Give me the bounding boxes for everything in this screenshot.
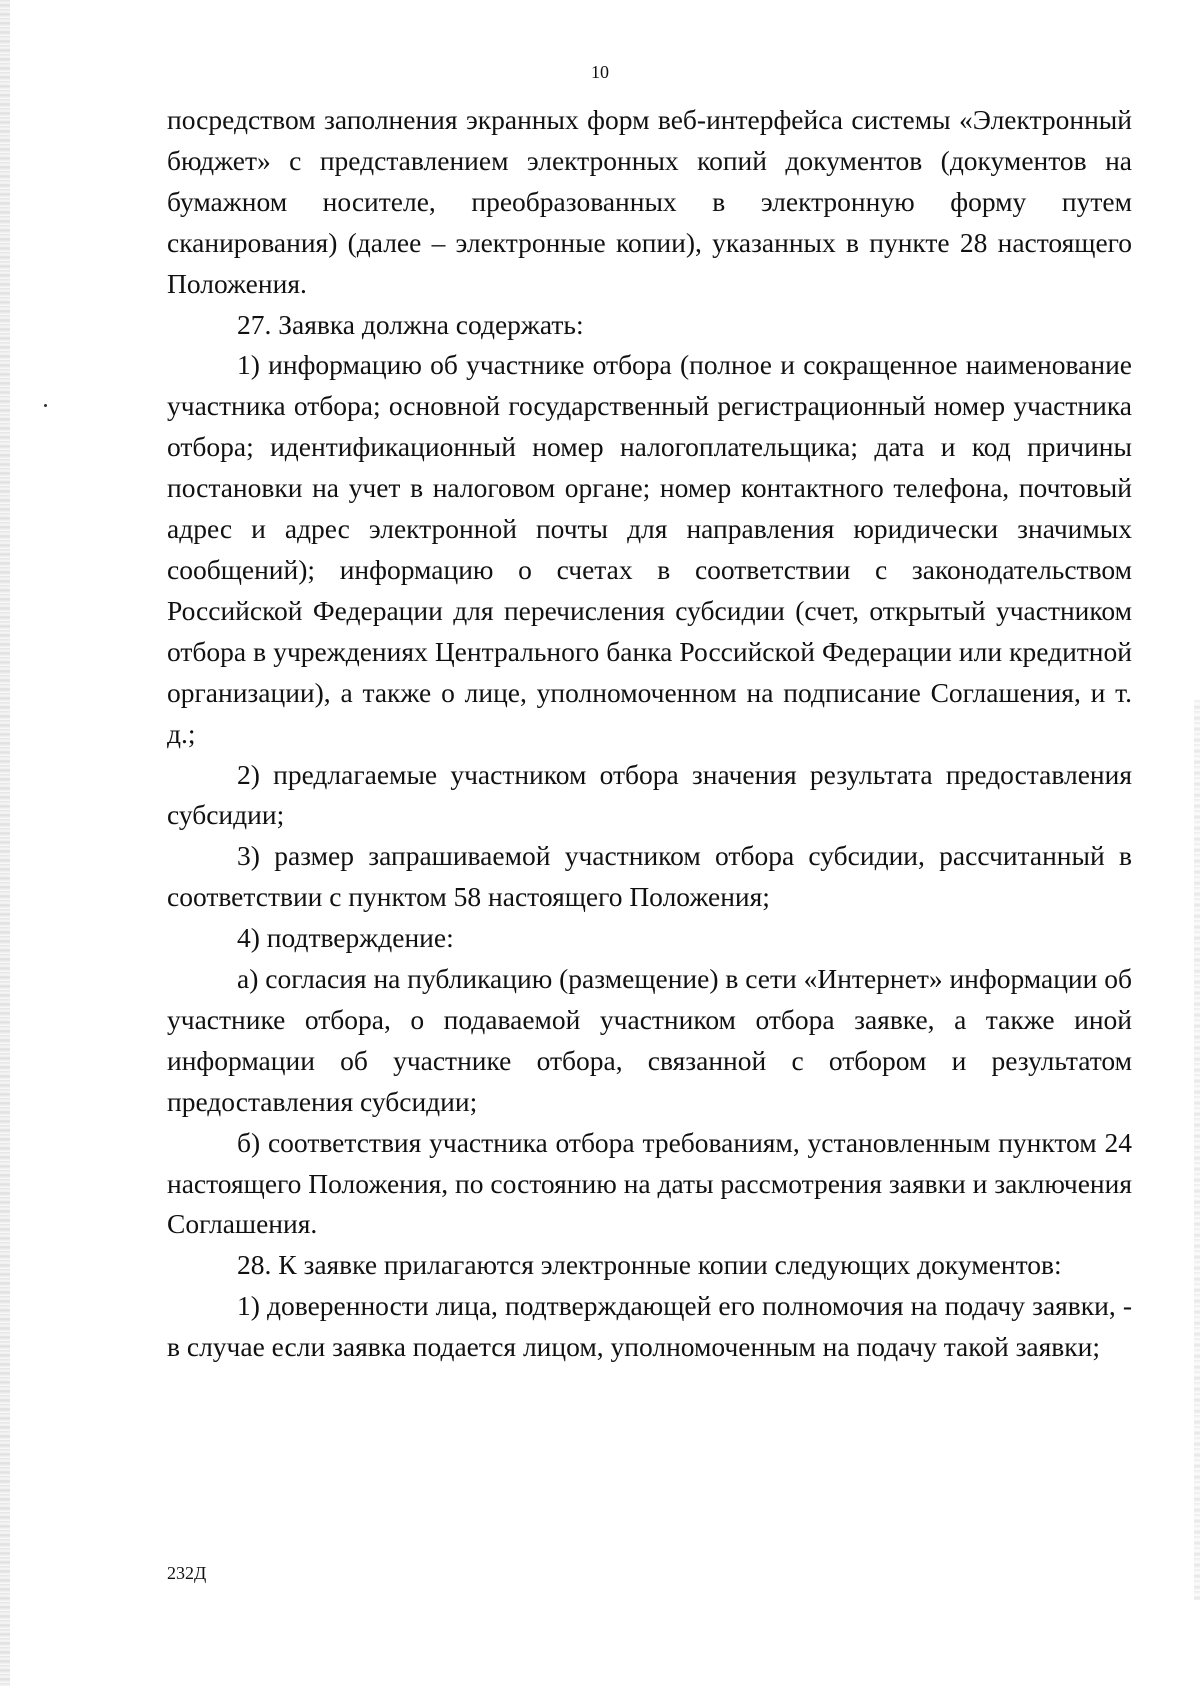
paragraph-27-3: 3) размер запрашиваемой участником отбора субсидии, рассчитанный в соответствии с пунктом 58 настоящего Положения; [167,840,1132,913]
scan-edge-left [0,0,10,1686]
paragraph-item-28: 28. К заявке прилагаются электронные копии следующих документов: [237,1249,1062,1281]
document-footer-code: 232Д [167,1563,207,1583]
scan-speck [44,404,47,407]
paragraph-27-1: 1) информацию об участнике отбора (полное и сокращенное наименование участника отбора; основной государственный регистрационный номер участника отбора; идентификационный номер налогоплательщика; дата и код причины постановки на учет в налоговом органе; номер контактного телефона, почтовый адрес и адрес электронной почты для направления юридически значимых сообщений); информацию о счетах в соответствии с законодательством Российской Федерации для перечисления субсидии (счет, открытый участником отбора в учреждениях Центрального банка Российской Федерации или кредитной организации), а также о лице, уполномоченном на подписание Соглашения, и т. д.; [167,349,1132,749]
paragraph-continuation: посредством заполнения экранных форм веб-интерфейса системы «Электронный бюджет» с представлением электронных копий документов (документов на бумажном носителе, преобразованных в электронную форму путем сканирования) (далее – электронные копии), указанных в пункте 28 настоящего Положения. [167,104,1132,299]
paragraph-item-27: 27. Заявка должна содержать: [237,308,584,340]
paragraph-27-4-a: а) согласия на публикацию (размещение) в сети «Интернет» информации об участнике отбора, о подаваемой участником отбора заявке, а также иной информации об участнике отбора, связанной с отбором и результатом предоставления субсидии; [167,963,1132,1117]
page-number: 10 [591,62,609,82]
scan-edge-right [1194,700,1200,1600]
document-body [167,100,1132,1368]
paragraph-27-2: 2) предлагаемые участником отбора значения результата предоставления субсидии; [167,758,1132,831]
paragraph-28-1: 1) доверенности лица, подтверждающей его полномочия на подачу заявки, - в случае если заявка подается лицом, уполномоченным на подачу такой заявки; [167,1290,1132,1363]
paragraph-27-4: 4) подтверждение: [237,922,454,954]
paragraph-27-4-b: б) соответствия участника отбора требованиям, установленным пунктом 24 настоящего Положения, по состоянию на даты рассмотрения заявки и заключения Соглашения. [167,1126,1132,1240]
